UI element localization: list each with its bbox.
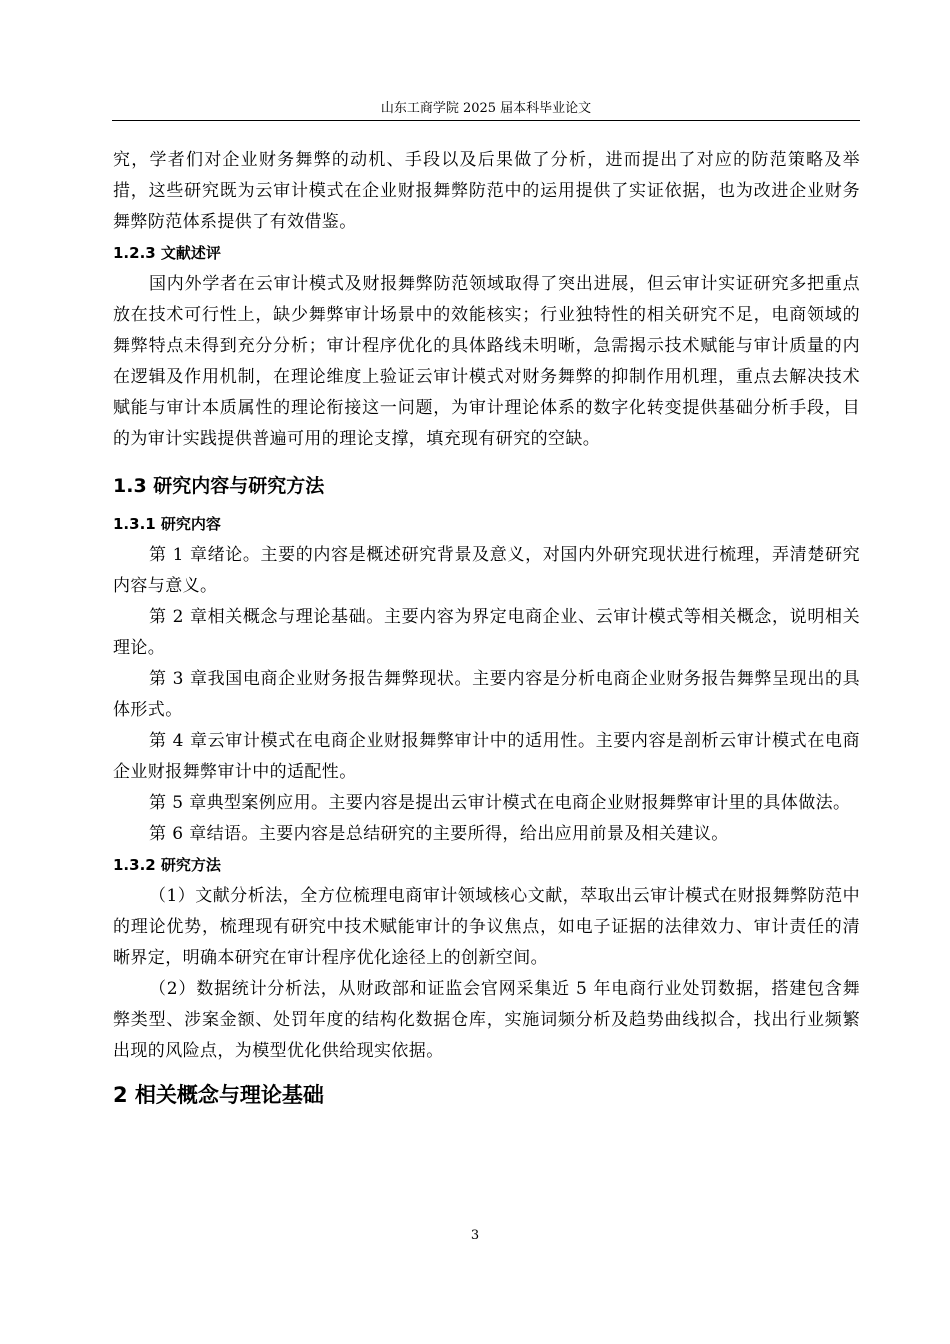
paragraph-chapter-2: 第 2 章相关概念与理论基础。主要内容为界定电商企业、云审计模式等相关概念，说明相关理论。 — [113, 607, 860, 658]
heading-1-2-3: 1.2.3 文献述评 — [113, 244, 221, 262]
paragraph-chapter-5: 第 5 章典型案例应用。主要内容是提出云审计模式在电商企业财报舞弊审计里的具体做法。 — [149, 793, 851, 813]
paragraph-chapter-6: 第 6 章结语。主要内容是总结研究的主要所得，给出应用前景及相关建议。 — [149, 824, 729, 844]
heading-1-3-2: 1.3.2 研究方法 — [113, 856, 221, 874]
page-number: 3 — [470, 1228, 480, 1243]
paragraph-method-1: （1）文献分析法，全方位梳理电商审计领域核心文献，萃取出云审计模式在财报舞弊防范中的理论优势，梳理现有研究中技术赋能审计的争议焦点，如电子证据的法律效力、审计责任的清晰界定，明确本研究在审计程序优化途径上的创新空间。 — [113, 886, 860, 968]
heading-1-3: 1.3 研究内容与研究方法 — [113, 475, 325, 497]
paragraph-literature-review: 国内外学者在云审计模式及财报舞弊防范领域取得了突出进展，但云审计实证研究多把重点放在技术可行性上，缺少舞弊审计场景中的效能核实；行业独特性的相关研究不足，电商领域的舞弊特点未得到充分分析；审计程序优化的具体路线未明晰，急需揭示技术赋能与审计质量的内在逻辑及作用机制，在理论维度上验证云审计模式对财务舞弊的抑制作用机理，重点去解决技术赋能与审计本质属性的理论衔接这一问题，为审计理论体系的数字化转变提供基础分析手段，目的为审计实践提供普遍可用的理论支撑，填充现有研究的空缺。 — [113, 274, 860, 449]
paragraph-chapter-4: 第 4 章云审计模式在电商企业财报舞弊审计中的适用性。主要内容是剖析云审计模式在电商企业财报舞弊审计中的适配性。 — [113, 731, 860, 782]
paragraph-method-2: （2）数据统计分析法，从财政部和证监会官网采集近 5 年电商行业处罚数据，搭建包含舞弊类型、涉案金额、处罚年度的结构化数据仓库，实施词频分析及趋势曲线拟合，找出行业频繁出现的风险点，为模型优化供给现实依据。 — [113, 979, 860, 1061]
paragraph-chapter-1: 第 1 章绪论。主要的内容是概述研究背景及意义，对国内外研究现状进行梳理，弄清楚研究内容与意义。 — [113, 545, 860, 596]
heading-1-3-1: 1.3.1 研究内容 — [113, 515, 221, 533]
heading-2: 2 相关概念与理论基础 — [113, 1083, 324, 1107]
page-content — [113, 145, 860, 1113]
paragraph-continued: 究，学者们对企业财务舞弊的动机、手段以及后果做了分析，进而提出了对应的防范策略及举措，这些研究既为云审计模式在企业财报舞弊防范中的运用提供了实证依据，也为改进企业财务舞弊防范体系提供了有效借鉴。 — [113, 150, 860, 232]
paragraph-chapter-3: 第 3 章我国电商企业财务报告舞弊现状。主要内容是分析电商企业财务报告舞弊呈现出的具体形式。 — [113, 669, 860, 720]
page-header: 山东工商学院 2025 届本科毕业论文 — [112, 98, 860, 121]
